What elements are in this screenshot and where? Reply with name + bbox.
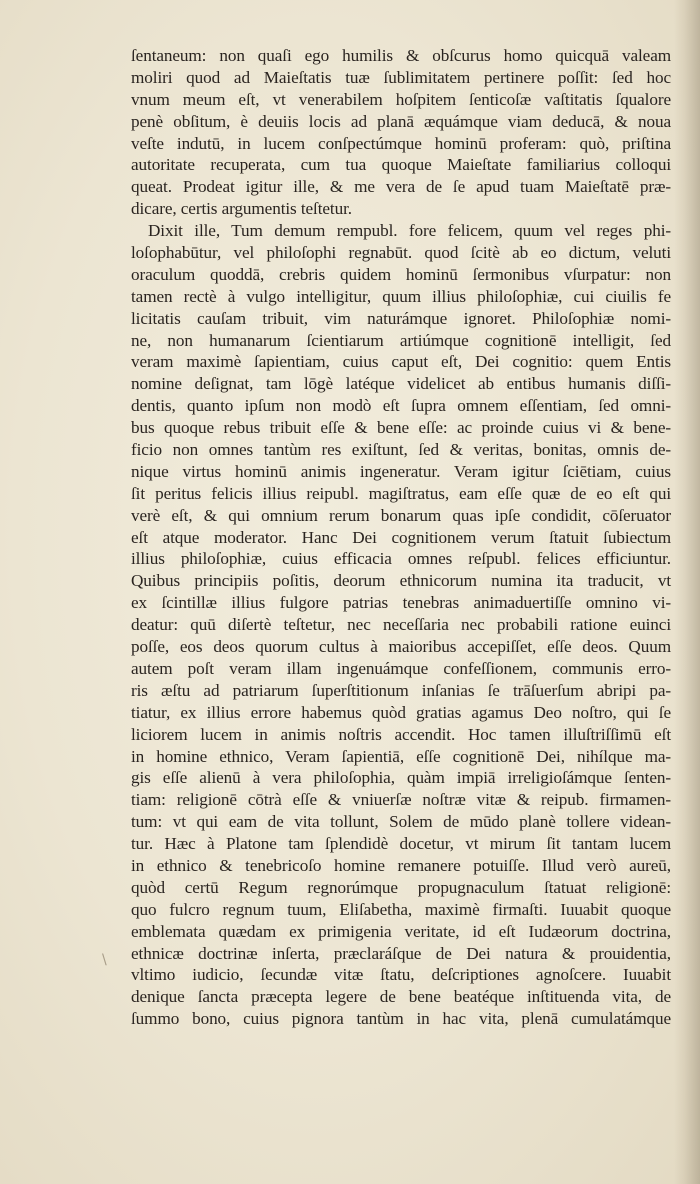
- text-line: in homine ethnico, Veram ſapientiā, eſſe cognitionē Dei, nihílque ma-: [131, 746, 671, 766]
- text-line: veram maximè ſapientiam, cuius caput eſt, Dei cognitio: quem Entis: [131, 352, 671, 372]
- text-line: ethnicæ doctrinæ inſerta, præclaráſque de Dei natura & prouidentia,: [131, 943, 671, 963]
- text-line: nomine deſignat, tam lōgè latéque videlicet ab entibus humanis diſſi-: [131, 374, 671, 394]
- text-line: penè obſitum, è deuiis locis ad planā æquámque viam deducā, & noua: [131, 111, 671, 131]
- text-line: Quibus principiis poſitis, deorum ethnicorum numina ita traducit, vt: [131, 571, 671, 591]
- text-line: poſſe, eos deos quorum cultus à maioribus accepiſſet, eſſe deos. Quum: [131, 637, 671, 657]
- text-line: quo fulcro regnum tuum, Eliſabetha, maximè firmaſti. Iuuabit quoque: [131, 899, 671, 919]
- text-line: loſophabūtur, vel philoſophi regnabūt. quod ſcitè ab eo dictum, veluti: [131, 243, 671, 263]
- page-gutter-shadow: [674, 0, 700, 1184]
- body-text: [131, 45, 671, 1030]
- text-line: autem poſt veram illam ingenuámque confeſſionem, communis erro-: [131, 658, 671, 678]
- text-line: queat. Prodeat igitur ille, & me vera de ſe apud tuam Maieſtatē præ-: [131, 177, 671, 197]
- text-line: vnum meum eſt, vt venerabilem hoſpitem ſenticoſæ vaſtitatis ſqualore: [131, 89, 671, 109]
- text-line: vltimo iudicio, ſecundæ vitæ ſtatu, deſcriptiones agnoſcere. Iuuabit: [131, 965, 671, 985]
- text-line: quòd certū Regum regnorúmque propugnaculum ſtatuat religionē:: [131, 877, 671, 897]
- text-line: tiam: religionē cōtrà eſſe & vniuerſæ noſtræ vitæ & reipub. firmamen-: [131, 790, 671, 810]
- text-line: ex ſcintillæ illius fulgore patrias tenebras animaduertiſſe omnino vi-: [131, 593, 671, 613]
- margin-speck: \: [102, 952, 107, 968]
- text-line: verè eſt, & qui omnium rerum bonarum quas ipſe condidit, cōſeruator: [131, 505, 671, 525]
- paragraph-end-line: dicare, certis argumentis teſtetur.: [131, 199, 352, 219]
- text-line: liciorem lucem in animis noſtris accendit. Hoc tamen illuſtriſſimū eſt: [131, 724, 671, 744]
- paragraph-start-line: Dixit ille, Tum demum rempubl. fore felicem, quum vel reges phi-: [148, 221, 671, 241]
- text-line: emblemata quædam ex primigenia veritate, id eſt Iudæorum doctrina,: [131, 921, 671, 941]
- text-line: tum: vt qui eam de vita tollunt, Solem de mūdo planè tollere videan-: [131, 812, 671, 832]
- text-line: licitatis cauſam tribuit, vim naturámque ignoret. Philoſophiæ nomi-: [131, 308, 671, 328]
- text-line: veſte indutū, in lucem conſpectúmque hominū proferam: quò, priſtina: [131, 133, 671, 153]
- text-line: oraculum quoddā, crebris quidem hominū ſermonibus vſurpatur: non: [131, 264, 671, 284]
- text-line: dentis, quanto ipſum non modò eſt ſupra omnem eſſentiam, ſed omni-: [131, 396, 671, 416]
- text-line: bus quoque rebus tribuit eſſe & bene eſſe: ac proinde cuius vi & bene-: [131, 418, 671, 438]
- text-line: ris æſtu ad patriarum ſuperſtitionum inſanias ſe trāſuerſum abripi pa-: [131, 680, 671, 700]
- text-line: nique virtus hominū animis ingeneratur. Veram igitur ſciētiam, cuius: [131, 461, 671, 481]
- text-line: eſt atque moderator. Hanc Dei cognitionem verum ſtatuit ſubiectum: [131, 527, 671, 547]
- text-line: ſummo bono, cuius pignora tantùm in hac vita, plenā cumulatámque: [131, 1009, 671, 1029]
- text-line: tiatur, ex illius errore habemus quòd gratias agamus Deo noſtro, qui ſe: [131, 702, 671, 722]
- text-line: ſentaneum: non quaſi ego humilis & obſcurus homo quicquā valeam: [131, 46, 671, 65]
- text-line: deatur: quū diſertè teſtetur, nec neceſſaria nec probabili ratione euinci: [131, 615, 671, 635]
- text-line: gis eſſe alienū à vera philoſophia, quàm impiā irreligioſámque ſenten-: [131, 768, 671, 788]
- text-line: tur. Hæc à Platone tam ſplendidè docetur, vt mirum ſit tantam lucem: [131, 834, 671, 854]
- text-line: denique ſancta præcepta legere de bene beatéque inſtituenda vita, de: [131, 987, 671, 1007]
- text-line: ficio non omnes tantùm res exiſtunt, ſed & veritas, bonitas, omnis de-: [131, 440, 671, 460]
- text-line: ne, non humanarum ſcientiarum artiúmque cognitionē intelligit, ſed: [131, 330, 671, 350]
- text-line: tamen rectè à vulgo intelligitur, quum illius philoſophiæ, cui ciuilis fe: [131, 286, 671, 306]
- text-line: in ethnico & tenebricoſo homine remanere potuiſſe. Illud verò aureū,: [131, 855, 671, 875]
- text-line: autoritate recuperata, cum tua quoque Maieſtate familiarius colloqui: [131, 155, 671, 175]
- text-line: moliri quod ad Maieſtatis tuæ ſublimitatem pertinere poſſit: ſed hoc: [131, 67, 671, 87]
- text-line: ſit peritus felicis illius reipubl. magiſtratus, eam eſſe quæ de eo eſt qui: [131, 483, 671, 503]
- text-line: illius philoſophiæ, cuius efficacia omnes reſpubl. felices efficiuntur.: [131, 549, 671, 569]
